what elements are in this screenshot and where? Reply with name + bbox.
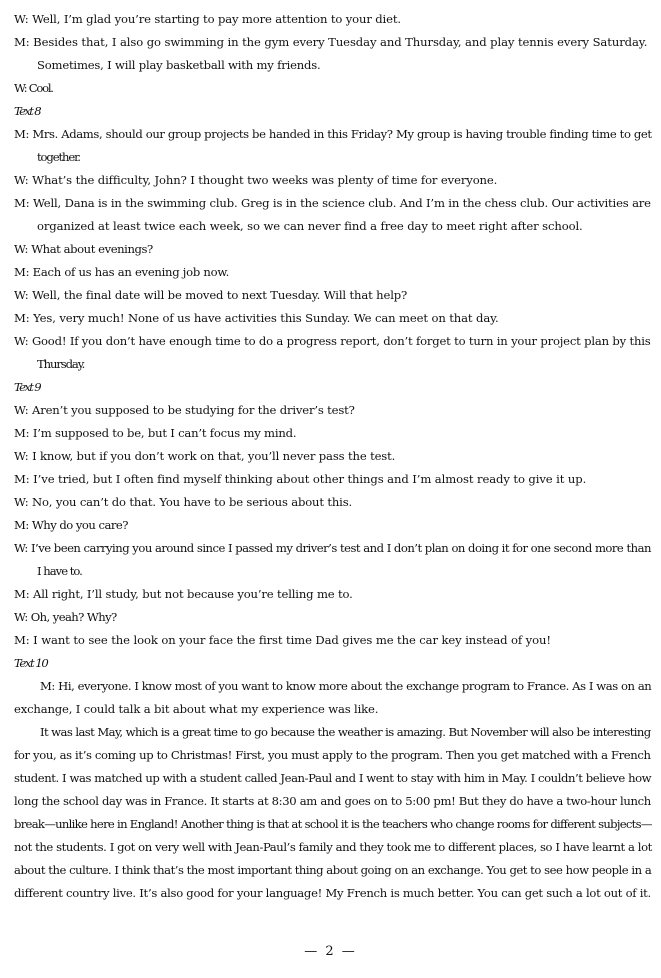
monologue-line: break—unlike here in England! Another thing is that at school it is the teachers who change rooms for different subjects—: [14, 817, 652, 831]
dialogue-line: M: I’ve tried, but I often find myself thinking about other things and I’m almost ready to give it up.: [14, 472, 587, 486]
document-page: [0, 8, 661, 905]
dialogue-line: W: Well, the final date will be moved to next Tuesday. Will that help?: [14, 288, 408, 302]
dialogue-line: M: Why do you care?: [14, 518, 128, 532]
dialogue-line-continued: organized at least twice each week, so we can never find a free day to meet right after school.: [37, 219, 583, 233]
dialogue-line: W: Cool.: [14, 81, 53, 95]
monologue-line: long the school day was in France. It starts at 8:30 am and goes on to 5:00 pm! But they do have a two-hour lunch: [14, 794, 651, 808]
dialogue-line: W: Well, I’m glad you’re starting to pay more attention to your diet.: [14, 12, 401, 26]
monologue-line: different country live. It’s also good for your language! My French is much better. You can get such a lot out of it.: [14, 886, 651, 900]
dialogue-line-continued: together.: [37, 150, 80, 164]
monologue-line: about the culture. I think that’s the most important thing about going on an exchange. You get to see how people in a: [14, 863, 652, 877]
section-heading-text-9: Text 9: [14, 380, 40, 394]
dialogue-line: W: I’ve been carrying you around since I passed my driver’s test and I don’t plan on doing it for one second more than: [14, 541, 651, 555]
dialogue-line: M: I want to see the look on your face the first time Dad gives me the car key instead of you!: [14, 633, 551, 647]
dialogue-line: W: Good! If you don’t have enough time to do a progress report, don’t forget to turn in your project plan by this: [14, 334, 651, 348]
monologue-line: M: Hi, everyone. I know most of you want to know more about the exchange program to France. As I was on an: [40, 679, 652, 693]
dialogue-line: W: Oh, yeah? Why?: [14, 610, 117, 624]
dialogue-line: W: What’s the difficulty, John? I thought two weeks was plenty of time for everyone.: [14, 173, 498, 187]
dialogue-line: M: Each of us has an evening job now.: [14, 265, 230, 279]
dialogue-line: M: Mrs. Adams, should our group projects be handed in this Friday? My group is having trouble finding time to get: [14, 127, 652, 141]
dialogue-line: W: I know, but if you don’t work on that, you’ll never pass the test.: [14, 449, 396, 463]
dialogue-line: M: Besides that, I also go swimming in the gym every Tuesday and Thursday, and play tennis every Saturday.: [14, 35, 648, 49]
monologue-line: It was last May, which is a great time to go because the weather is amazing. But November will also be interesting: [40, 725, 651, 739]
page-number: — 2 —: [304, 944, 357, 959]
monologue-line: student. I was matched up with a student called Jean-Paul and I went to stay with him in May. I couldn’t believe how: [14, 771, 652, 785]
monologue-line: exchange, I could talk a bit about what my experience was like.: [14, 702, 379, 716]
monologue-line: not the students. I got on very well with Jean-Paul’s family and they took me to different places, so I have learnt a lot: [14, 840, 652, 854]
dialogue-line: M: Yes, very much! None of us have activities this Sunday. We can meet on that day.: [14, 311, 499, 325]
section-heading-text-8: Text 8: [14, 104, 40, 118]
dialogue-line: M: All right, I’ll study, but not because you’re telling me to.: [14, 587, 353, 601]
dialogue-line-continued: Sometimes, I will play basketball with my friends.: [37, 58, 321, 72]
monologue-line: for you, as it’s coming up to Christmas! First, you must apply to the program. Then you get matched with a French: [14, 748, 651, 762]
dialogue-line-continued: I have to.: [37, 564, 82, 578]
dialogue-line: W: Aren’t you supposed to be studying for the driver’s test?: [14, 403, 355, 417]
dialogue-line: W: What about evenings?: [14, 242, 153, 256]
dialogue-line: M: I’m supposed to be, but I can’t focus my mind.: [14, 426, 297, 440]
section-heading-text-10: Text 10: [14, 656, 48, 670]
dialogue-line: W: No, you can’t do that. You have to be serious about this.: [14, 495, 352, 509]
dialogue-line-continued: Thursday.: [37, 357, 85, 371]
dialogue-line: M: Well, Dana is in the swimming club. Greg is in the science club. And I’m in the chess club. Our activities are: [14, 196, 651, 210]
